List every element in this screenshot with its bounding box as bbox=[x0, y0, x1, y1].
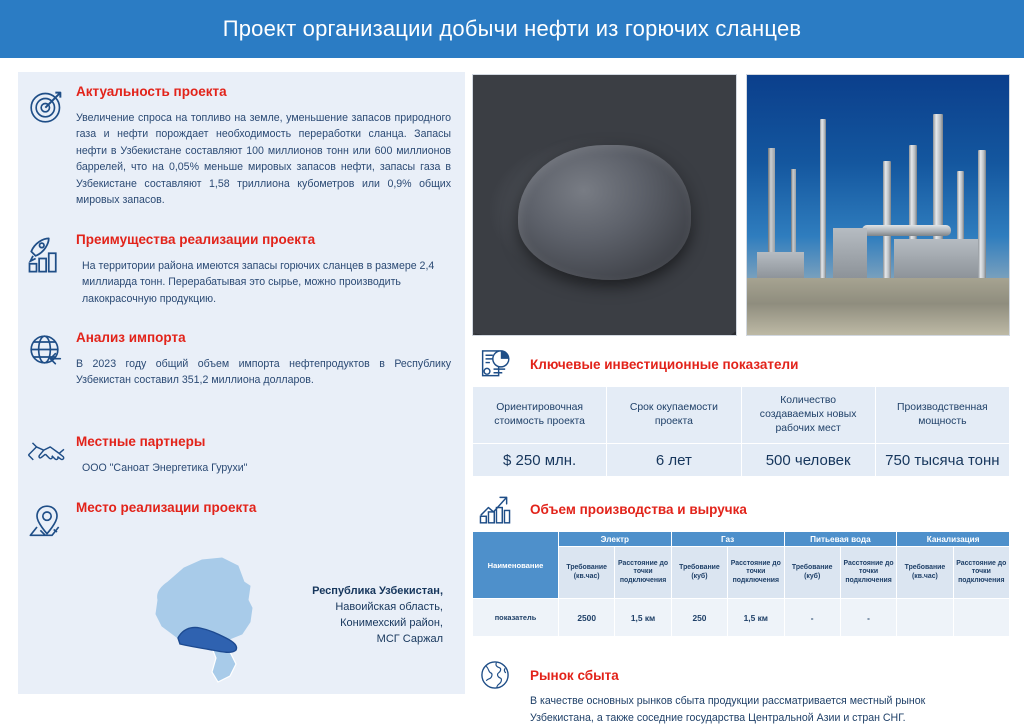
map-caption-line: Навоийская область, bbox=[335, 600, 443, 613]
section-production-volume bbox=[472, 493, 1010, 637]
table-group-header: Электр bbox=[559, 532, 672, 547]
table-group-header: Газ bbox=[671, 532, 784, 547]
section-title: Объем производства и выручка bbox=[530, 501, 747, 517]
handshake-icon bbox=[18, 434, 76, 476]
table-row-label: показатель bbox=[473, 599, 559, 637]
table-cell: 500 человек bbox=[741, 444, 875, 477]
production-volume-table bbox=[472, 531, 1010, 637]
page-title: Проект организации добычи нефти из горючих сланцев bbox=[222, 16, 802, 41]
table-subheader: Требование (куб) bbox=[671, 547, 727, 599]
table-cell: - bbox=[840, 599, 896, 637]
section-text: Увеличение спроса на топливо на земле, уменьшение запасов природного газа и нефти порождает необходимость переработки сланца. Запасы нефти в Узбекистане составляют 100 миллионов тонн или 600 миллионов баррелей, что на 0,05% меньше мировых запасов нефти, запасы газа в Узбекистане составляют 1,58 триллиона кубометров или 0,9% общих мировых запасов. bbox=[76, 111, 451, 206]
table-cell bbox=[897, 599, 953, 637]
table-subheader: Требование (кв.час) bbox=[897, 547, 953, 599]
section-project-location bbox=[18, 500, 465, 542]
section-title: Место реализации проекта bbox=[76, 500, 257, 515]
section-import-analysis bbox=[18, 330, 465, 389]
section-text: В качестве основных рынков сбыта продукции рассматривается местный рынок Узбекистана, а также соседние государства Центральной Азии и стран СНГ. bbox=[530, 695, 926, 724]
table-cell: 6 лет bbox=[607, 444, 741, 477]
table-cell bbox=[953, 599, 1009, 637]
section-text: В 2023 году общий объем импорта нефтепродуктов в Республику Узбекистан составил 351,2 миллиона долларов. bbox=[76, 357, 451, 387]
section-text: ООО "Саноат Энергетика Гурухи" bbox=[82, 461, 248, 474]
table-subheader: Расстояние до точки подключения bbox=[615, 547, 671, 599]
table-header-cell: Срок окупаемости проекта bbox=[607, 387, 741, 444]
map-caption-line: МСГ Саржал bbox=[376, 632, 443, 645]
rocket-chart-icon bbox=[18, 232, 76, 307]
location-map bbox=[18, 550, 465, 694]
table-header-cell: Ориентировочная стоимость проекта bbox=[473, 387, 607, 444]
section-title: Преимущества реализации проекта bbox=[76, 232, 316, 247]
table-cell: - bbox=[784, 599, 840, 637]
section-title: Ключевые инвестиционные показатели bbox=[530, 356, 799, 372]
map-pin-icon bbox=[18, 500, 76, 542]
photo-row bbox=[472, 74, 1010, 336]
growth-chart-icon bbox=[472, 493, 518, 525]
section-title: Местные партнеры bbox=[76, 434, 206, 449]
table-subheader: Расстояние до точки подключения bbox=[728, 547, 784, 599]
section-advantages bbox=[18, 232, 465, 307]
table-cell: 1,5 км bbox=[615, 599, 671, 637]
target-arrow-icon bbox=[18, 84, 76, 208]
section-header bbox=[472, 493, 1010, 525]
table-header-row bbox=[473, 387, 1010, 444]
section-relevance bbox=[18, 84, 465, 208]
table-subheader: Требование (куб) bbox=[784, 547, 840, 599]
section-investment-indicators bbox=[472, 348, 1010, 477]
table-group-header-row bbox=[473, 532, 1010, 547]
report-pie-icon bbox=[472, 348, 518, 380]
left-info-panel bbox=[18, 72, 465, 694]
right-content-column bbox=[472, 74, 1010, 726]
section-title: Анализ импорта bbox=[76, 330, 186, 345]
table-header-name: Наименование bbox=[473, 532, 559, 599]
table-cell: 750 тысяча тонн bbox=[875, 444, 1009, 477]
investment-indicators-table bbox=[472, 386, 1010, 477]
section-title: Актуальность проекта bbox=[76, 84, 227, 99]
table-group-header: Питьевая вода bbox=[784, 532, 897, 547]
table-row bbox=[473, 599, 1010, 637]
table-row bbox=[473, 444, 1010, 477]
table-header-cell: Производственная мощность bbox=[875, 387, 1009, 444]
table-subheader: Расстояние до точки подключения bbox=[953, 547, 1009, 599]
table-subheader: Расстояние до точки подключения bbox=[840, 547, 896, 599]
table-cell: 250 bbox=[671, 599, 727, 637]
section-header bbox=[472, 659, 1010, 691]
section-local-partners bbox=[18, 434, 465, 476]
table-cell: $ 250 млн. bbox=[473, 444, 607, 477]
oil-shale-rock-photo bbox=[472, 74, 737, 336]
section-text: На территории района имеются запасы горючих сланцев в размере 2,4 миллиарда тонн. Перерабатывая это сырье, можно производить лакокрасочную продукцию. bbox=[82, 259, 435, 305]
section-sales-market bbox=[472, 659, 1010, 726]
oil-refinery-photo bbox=[746, 74, 1011, 336]
globe-import-icon bbox=[18, 330, 76, 389]
table-subheader: Требование (кв.час) bbox=[559, 547, 615, 599]
table-cell: 1,5 км bbox=[728, 599, 784, 637]
table-cell: 2500 bbox=[559, 599, 615, 637]
section-header bbox=[472, 348, 1010, 380]
page-header bbox=[0, 0, 1024, 58]
globe-icon bbox=[472, 659, 518, 691]
map-caption-line: Конимехский район, bbox=[340, 616, 443, 629]
table-group-header: Канализация bbox=[897, 532, 1010, 547]
section-title: Рынок сбыта bbox=[530, 667, 619, 683]
map-caption-line: Республика Узбекистан, bbox=[312, 585, 443, 597]
table-header-cell: Количество создаваемых новых рабочих мест bbox=[741, 387, 875, 444]
map-caption bbox=[258, 584, 443, 648]
